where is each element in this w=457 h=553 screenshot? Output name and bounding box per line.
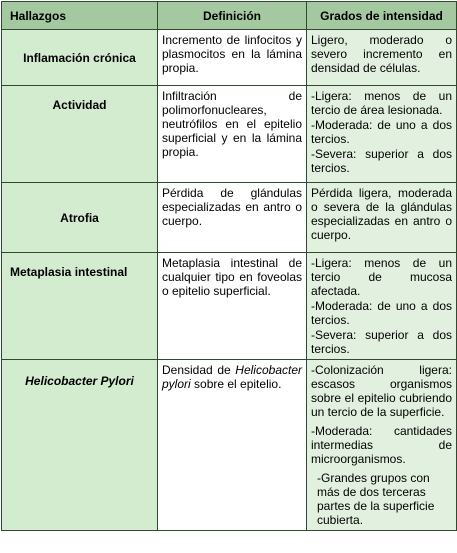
- finding-name: Metaplasia intestinal: [2, 253, 158, 360]
- finding-grade: [307, 30, 457, 86]
- grade-text: -Severa: superior a dos tercios.: [311, 328, 452, 356]
- grade-text: -Ligera: menos de un tercio de área lesionada.: [311, 89, 452, 117]
- finding-grade: [307, 86, 457, 183]
- grade-text: -Ligera: menos de un tercio de mucosa afectada.: [311, 256, 452, 298]
- grade-text: -Colonización ligera: escasos organismos sobre el epitelio cubriendo un tercio de la superficie.: [311, 363, 452, 419]
- finding-name: Atrofia: [2, 183, 158, 253]
- header-hallazgos: Hallazgos: [2, 2, 158, 30]
- grade-text: -Moderada: de uno a dos tercios.: [311, 118, 452, 146]
- header-grados: Grados de intensidad: [307, 2, 457, 30]
- finding-grade: [307, 253, 457, 360]
- findings-table: [1, 1, 457, 531]
- grade-text: Ligero, moderado o severo incremento en densidad de células.: [311, 33, 452, 75]
- finding-definition: Infiltración de polimorfonucleares, neutrófilos en el epitelio superficial y en la lámina propia.: [158, 86, 307, 183]
- grade-text: -Moderada: cantidades intermedias de microorganismos.: [311, 424, 452, 466]
- header-definicion: Definición: [158, 2, 307, 30]
- finding-grade: [307, 183, 457, 253]
- header-row: [2, 2, 457, 30]
- table-row: [2, 183, 457, 253]
- table-row: [2, 30, 457, 86]
- definition-species: Helicobacter pylori: [162, 363, 302, 391]
- table-row: [2, 360, 457, 531]
- table-row: [2, 86, 457, 183]
- grade-text: -Severa: superior a dos tercios.: [311, 147, 452, 175]
- finding-name: Actividad: [2, 86, 158, 183]
- table-row: [2, 253, 457, 360]
- finding-definition: Metaplasia intestinal de cualquier tipo en foveolas o epitelio superficial.: [158, 253, 307, 360]
- finding-definition: [158, 360, 307, 531]
- finding-name: Helicobacter Pylori: [2, 360, 158, 531]
- definition-text: Densidad de: [162, 363, 236, 377]
- grade-text: Pérdida ligera, moderada o severa de la glándulas especializadas en antro o cuerpo.: [311, 186, 452, 242]
- finding-name: Inflamación crónica: [2, 30, 158, 86]
- finding-definition: Incremento de linfocitos y plasmocitos en la lámina propia.: [158, 30, 307, 86]
- grade-text: -Moderada: de uno a dos tercios.: [311, 299, 452, 327]
- definition-text: sobre el epitelio.: [190, 377, 282, 391]
- finding-definition: Pérdida de glándulas especializadas en antro o cuerpo.: [158, 183, 307, 253]
- grade-text: -Grandes grupos con más de dos terceras partes de la superficie cubierta.: [317, 471, 435, 527]
- finding-grade: [307, 360, 457, 531]
